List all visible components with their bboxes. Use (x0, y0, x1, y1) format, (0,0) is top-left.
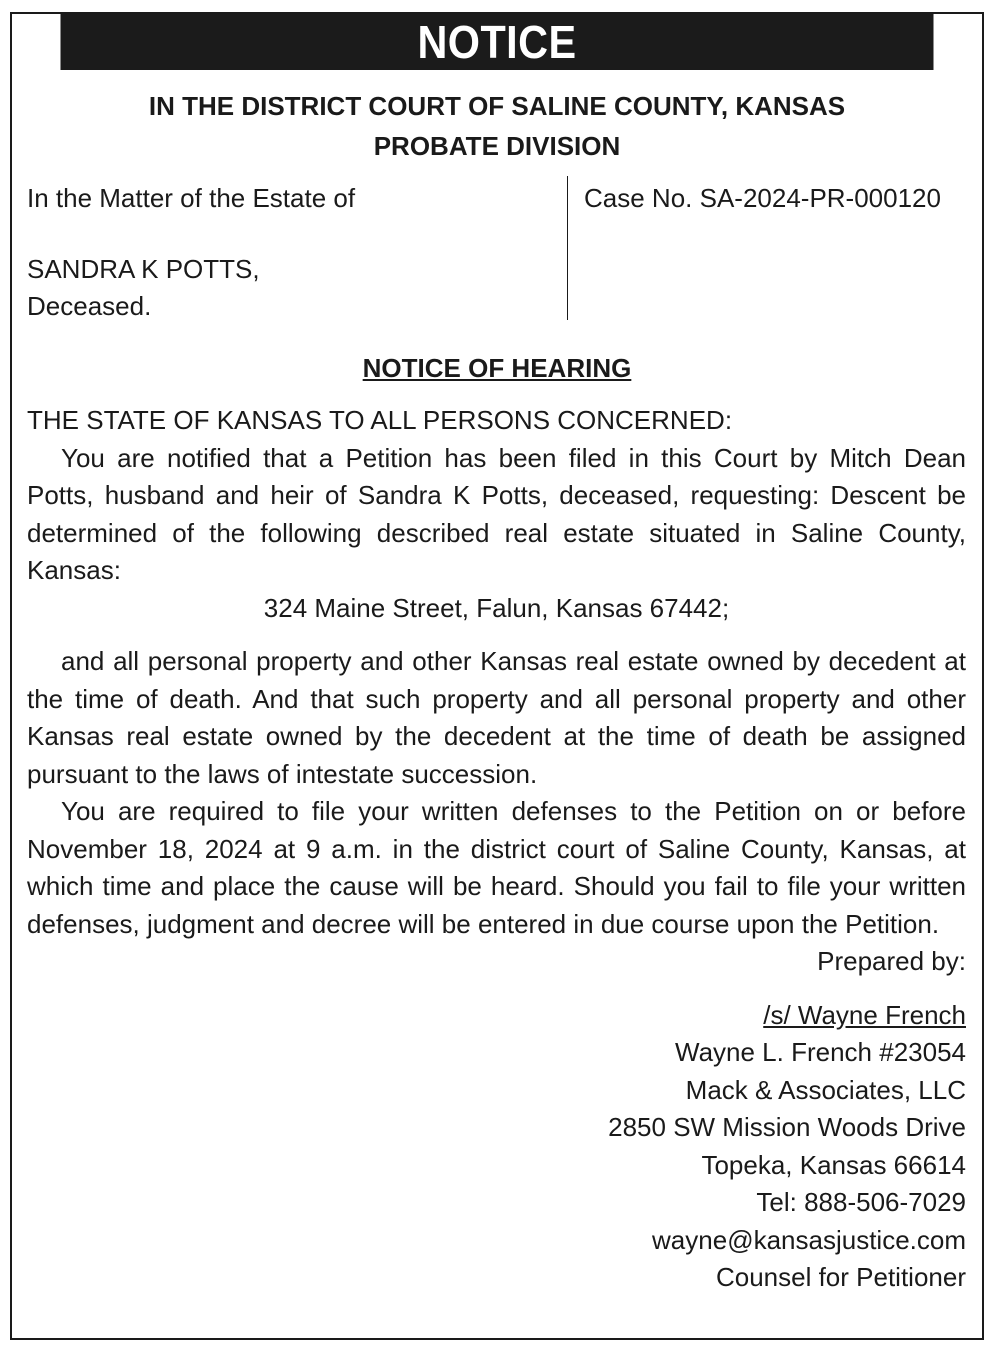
counsel-role: Counsel for Petitioner (715, 1262, 966, 1292)
court-division: PROBATE DIVISION (373, 131, 621, 161)
signature-block (27, 997, 966, 1035)
case-number: Case No. SA-2024-PR-000120 (584, 183, 941, 213)
firm-email: wayne@kansasjustice.com (652, 1224, 966, 1255)
firm-phone: Tel: 888-506-7029 (756, 1187, 966, 1217)
signature-line: /s/ Wayne French (763, 999, 966, 1030)
court-header (12, 86, 982, 166)
caption-left (27, 180, 355, 325)
property-paragraph: and all personal property and other Kansas real estate owned by decedent at the time of death. And that such property and all personal property and other Kansas real estate owned by the decedent at the time of death be assigned pursuant to the laws of intestate succession. (27, 646, 966, 789)
property-address: 324 Maine Street, Falun, Kansas 67442; (263, 592, 730, 623)
law-firm: Mack & Associates, LLC (685, 1074, 966, 1105)
decedent-name: SANDRA K POTTS, (27, 254, 260, 284)
notice-banner: NOTICE (61, 14, 934, 70)
caption-divider (567, 176, 568, 320)
petition-paragraph: You are notified that a Petition has been filed in this Court by Mitch Dean Potts, husband and heir of Sandra K Potts, deceased, requesting: Descent be determined of the following described real estate situated in Saline County, Kansas: (27, 442, 966, 585)
firm-street: 2850 SW Mission Woods Drive (608, 1112, 966, 1142)
notice-body (12, 402, 982, 1297)
estate-matter: In the Matter of the Estate of (27, 183, 356, 213)
prepared-by: Prepared by: (817, 946, 966, 976)
salutation: THE STATE OF KANSAS TO ALL PERSONS CONCERNED: (27, 405, 733, 435)
defenses-paragraph: You are required to file your written defenses to the Petition on or before November 18, 2024 at 9 a.m. in the district court of Saline County, Kansas, at which time and place the cause will be heard. Should you fail to file your written defenses, judgment and decree will be entered in due course upon the Petition. (27, 796, 966, 939)
court-name: IN THE DISTRICT COURT OF SALINE COUNTY, KANSAS (148, 91, 846, 121)
decedent-status: Deceased. (27, 291, 152, 321)
caption-spacer (27, 217, 355, 251)
legal-notice (10, 12, 984, 1340)
attorney-name: Wayne L. French #23054 (675, 1037, 966, 1067)
firm-city: Topeka, Kansas 66614 (701, 1149, 966, 1180)
notice-of-hearing-title: NOTICE OF HEARING (362, 353, 632, 383)
case-caption (12, 176, 982, 326)
